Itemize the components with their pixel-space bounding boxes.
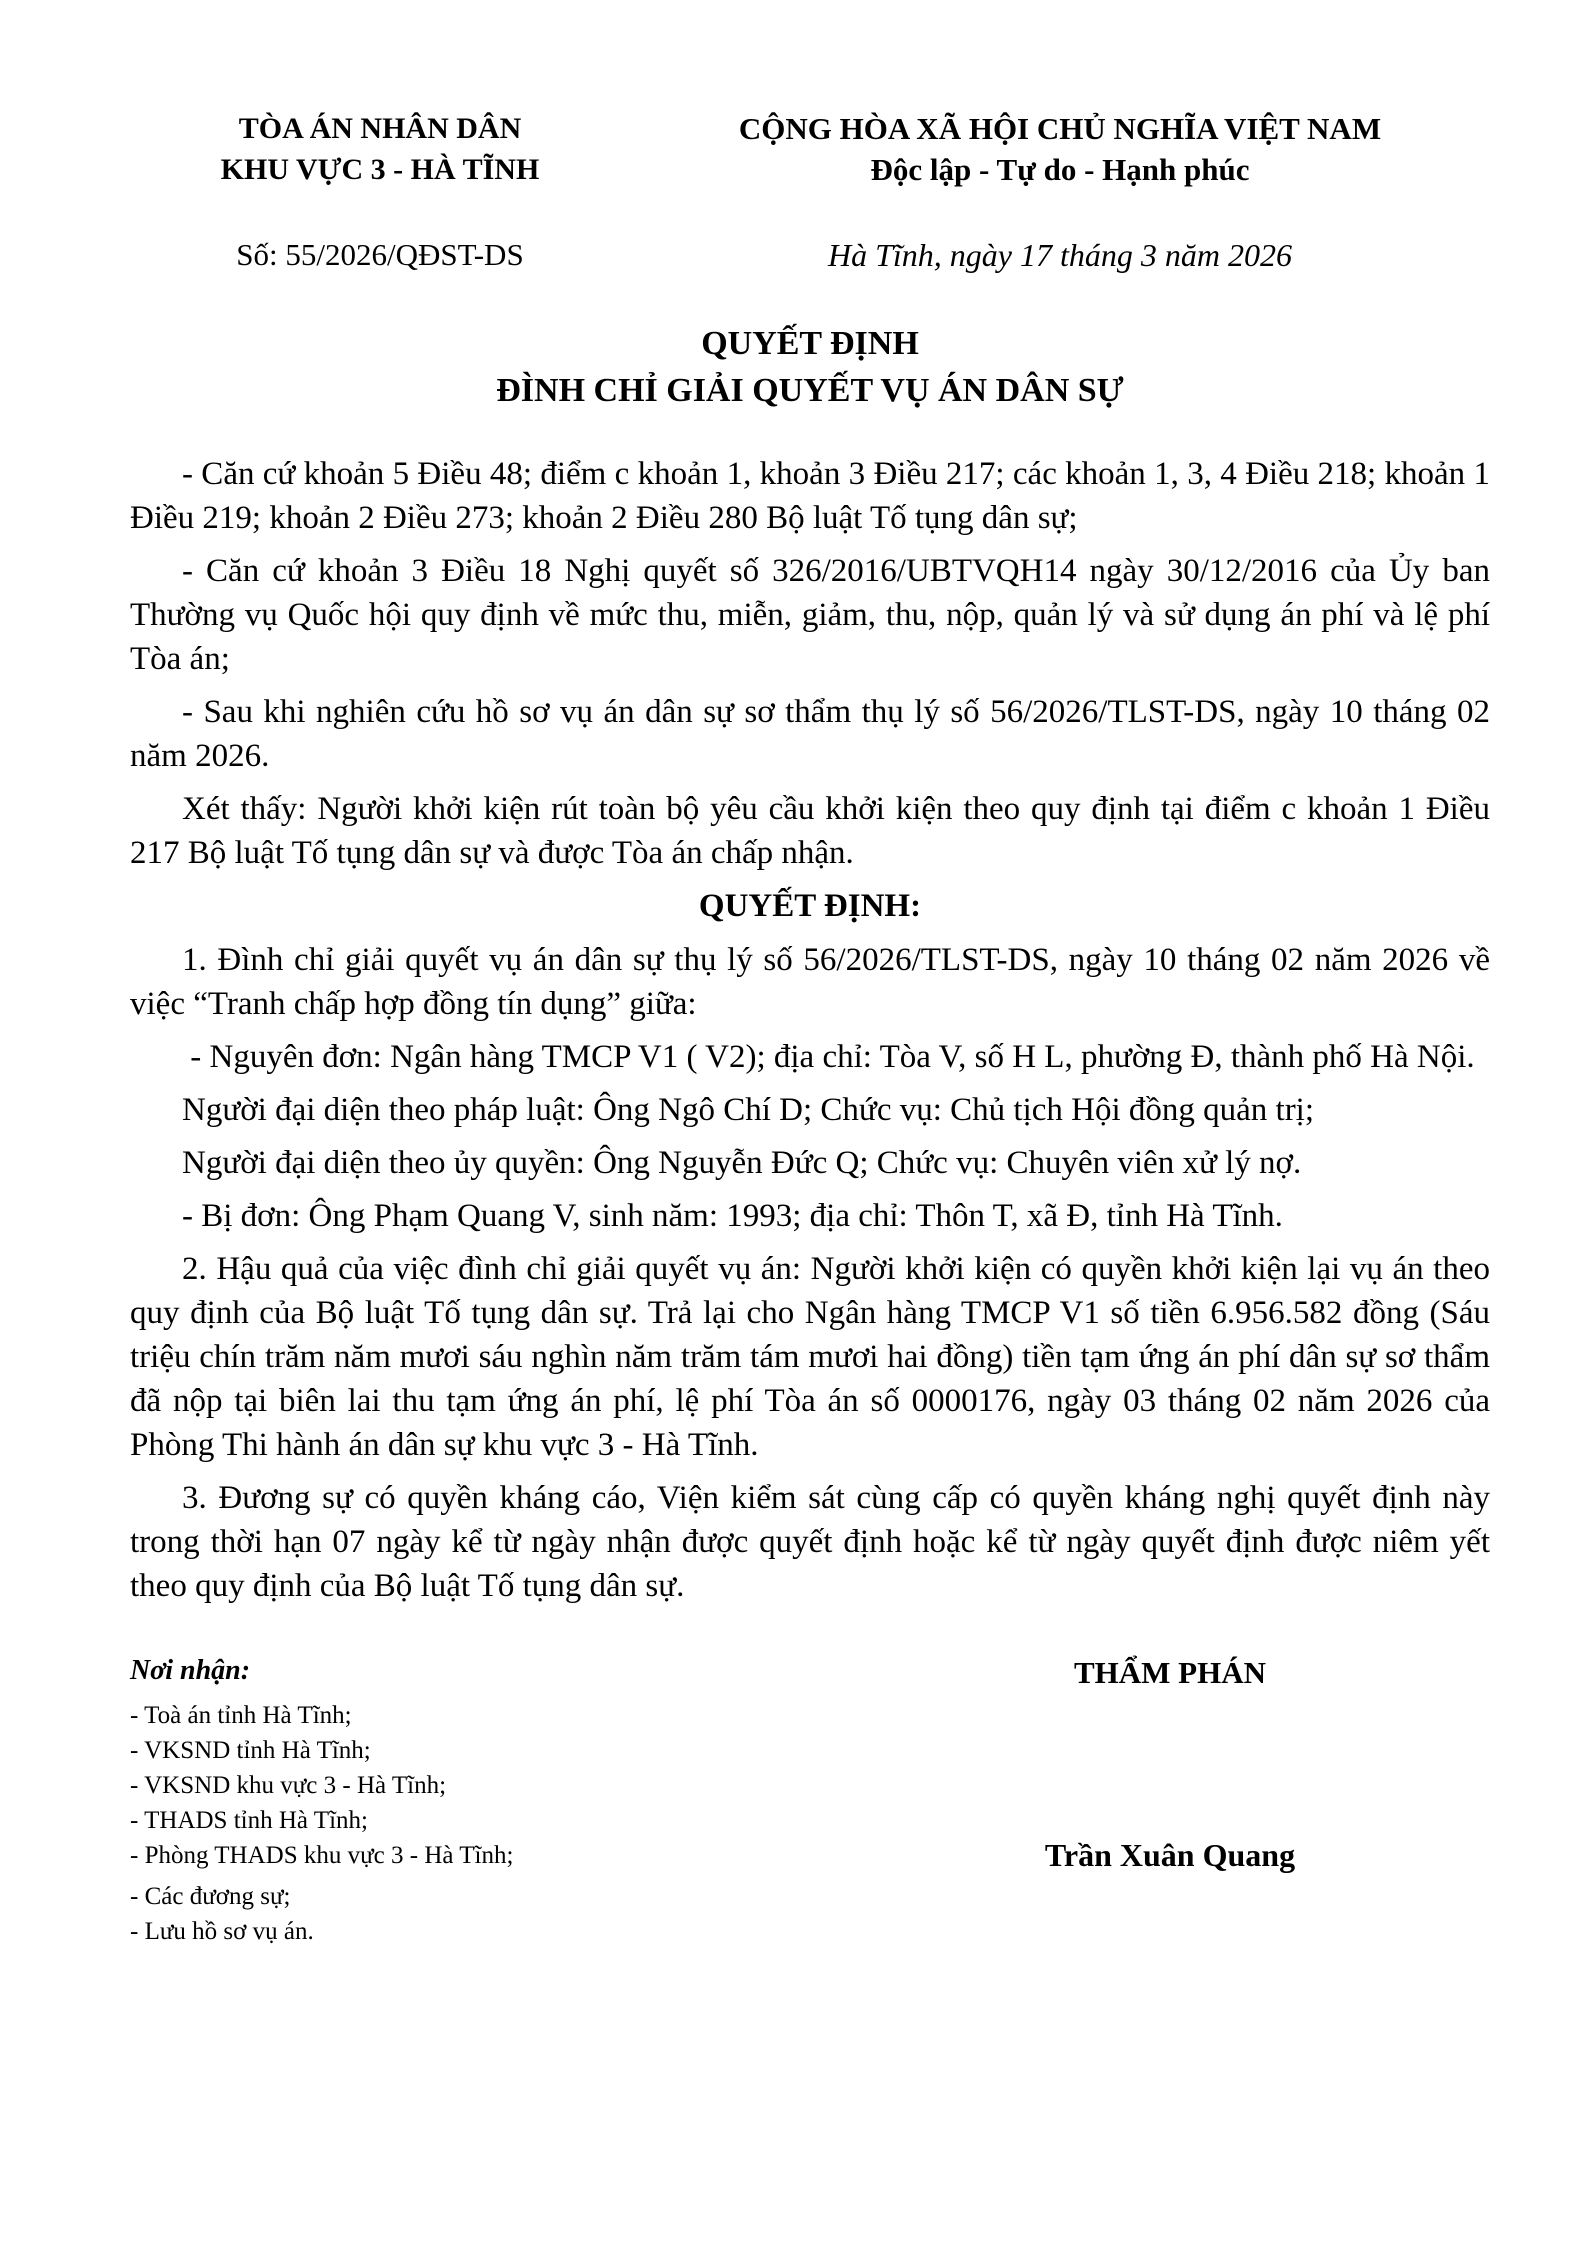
plaintiff-paragraph: - Nguyên đơn: Ngân hàng TMCP V1 ( V2); địa chỉ: Tòa V, số H L, phường Đ, thành phố Hà Nội. <box>182 1039 1475 1075</box>
signature-block <box>850 1652 1490 1876</box>
preamble-paragraph-2: - Căn cứ khoản 3 Điều 18 Nghị quyết số 326/2016/UBTVQH14 ngày 30/12/2016 của Ủy ban Thường vụ Quốc hội quy định về mức thu, miễn, giảm, thu, nộp, quản lý và sử dụng án phí và lệ phí Tòa án; <box>130 553 1498 677</box>
recipient-item: - Lưu hồ sơ vụ án. <box>130 1918 314 1945</box>
defendant-paragraph: - Bị đơn: Ông Phạm Quang V, sinh năm: 1993; địa chỉ: Thôn T, xã Đ, tỉnh Hà Tĩnh. <box>182 1198 1283 1234</box>
decision-item-2: 2. Hậu quả của việc đình chỉ giải quyết vụ án: Người khởi kiện có quyền khởi kiện lại vụ án theo quy định của Bộ luật Tố tụng dân sự. Trả lại cho Ngân hàng TMCP V1 số tiền 6.956.582 đồng (Sáu triệu chín trăm năm mươi sáu nghìn năm trăm tám mươi hai đồng) tiền tạm ứng án phí dân sự sơ thẩm đã nộp tại biên lai thu tạm ứng án phí, lệ phí Tòa án số 0000176, ngày 03 tháng 02 năm 2026 của Phòng Thi hành án dân sự khu vực 3 - Hà Tĩnh. <box>130 1251 1499 1463</box>
legal-representative-paragraph: Người đại diện theo pháp luật: Ông Ngô Chí D; Chức vụ: Chủ tịch Hội đồng quản trị; <box>182 1092 1315 1128</box>
judge-title: THẨM PHÁN <box>1073 1655 1266 1690</box>
decision-item-3: 3. Đương sự có quyền kháng cáo, Viện kiểm sát cùng cấp có quyền kháng nghị quyết định này trong thời hạn 07 ngày kể từ ngày nhận được quyết định hoặc kể từ ngày quyết định được niêm yết theo quy định của Bộ luật Tố tụng dân sự. <box>130 1480 1499 1604</box>
document-body <box>130 452 1499 1608</box>
decision-section-heading: QUYẾT ĐỊNH: <box>698 888 922 924</box>
recipients-block <box>130 1652 850 1949</box>
national-header-block <box>630 108 1490 276</box>
decision-item-1: 1. Đình chỉ giải quyết vụ án dân sự thụ lý số 56/2026/TLST-DS, ngày 10 tháng 02 năm 2026 về việc “Tranh chấp hợp đồng tín dụng” giữa: <box>130 942 1499 1022</box>
court-name-line2: KHU VỰC 3 - HÀ TĨNH <box>220 153 540 186</box>
national-title: CỘNG HÒA XÃ HỘI CHỦ NGHĨA VIỆT NAM <box>738 111 1382 146</box>
preamble-paragraph-4: Xét thấy: Người khởi kiện rút toàn bộ yêu cầu khởi kiện theo quy định tại điểm c khoản 1 Điều 217 Bộ luật Tố tụng dân sự và được Tòa án chấp nhận. <box>130 791 1499 871</box>
court-name-line1: TÒA ÁN NHÂN DÂN <box>238 112 522 145</box>
recipients-label: Nơi nhận: <box>130 1655 251 1686</box>
place-date-line: Hà Tĩnh, ngày 17 tháng 3 năm 2026 <box>828 237 1292 273</box>
recipient-item: - VKSND tỉnh Hà Tĩnh; <box>130 1737 371 1764</box>
document-number: Số: 55/2026/QĐST-DS <box>236 237 524 272</box>
title-line1: QUYẾT ĐỊNH <box>701 325 919 362</box>
document-title <box>130 320 1490 414</box>
title-line2: ĐÌNH CHỈ GIẢI QUYẾT VỤ ÁN DÂN SỰ <box>496 372 1124 409</box>
recipient-item: - Các đương sự; <box>130 1883 291 1910</box>
preamble-paragraph-3: - Sau khi nghiên cứu hồ sơ vụ án dân sự sơ thẩm thụ lý số 56/2026/TLST-DS, ngày 10 tháng 02 năm 2026. <box>130 694 1499 774</box>
preamble-paragraph-1: - Căn cứ khoản 5 Điều 48; điểm c khoản 1, khoản 3 Điều 217; các khoản 1, 3, 4 Điều 218; khoản 1 Điều 219; khoản 2 Điều 273; khoản 2 Điều 280 Bộ luật Tố tụng dân sự; <box>130 456 1499 536</box>
document-header <box>130 108 1490 276</box>
recipient-item: - THADS tỉnh Hà Tĩnh; <box>130 1807 368 1834</box>
court-header-block <box>130 108 630 276</box>
recipient-item: - Toà án tỉnh Hà Tĩnh; <box>130 1702 352 1729</box>
judge-name: Trần Xuân Quang <box>1044 1837 1296 1873</box>
document-footer <box>130 1652 1490 1949</box>
authorized-representative-paragraph: Người đại diện theo ủy quyền: Ông Nguyễn Đức Q; Chức vụ: Chuyên viên xử lý nợ. <box>182 1145 1302 1181</box>
recipient-item: - VKSND khu vực 3 - Hà Tĩnh; <box>130 1772 447 1799</box>
national-motto: Độc lập - Tự do - Hạnh phúc <box>870 152 1250 187</box>
recipient-item: - Phòng THADS khu vực 3 - Hà Tĩnh; <box>130 1842 514 1869</box>
